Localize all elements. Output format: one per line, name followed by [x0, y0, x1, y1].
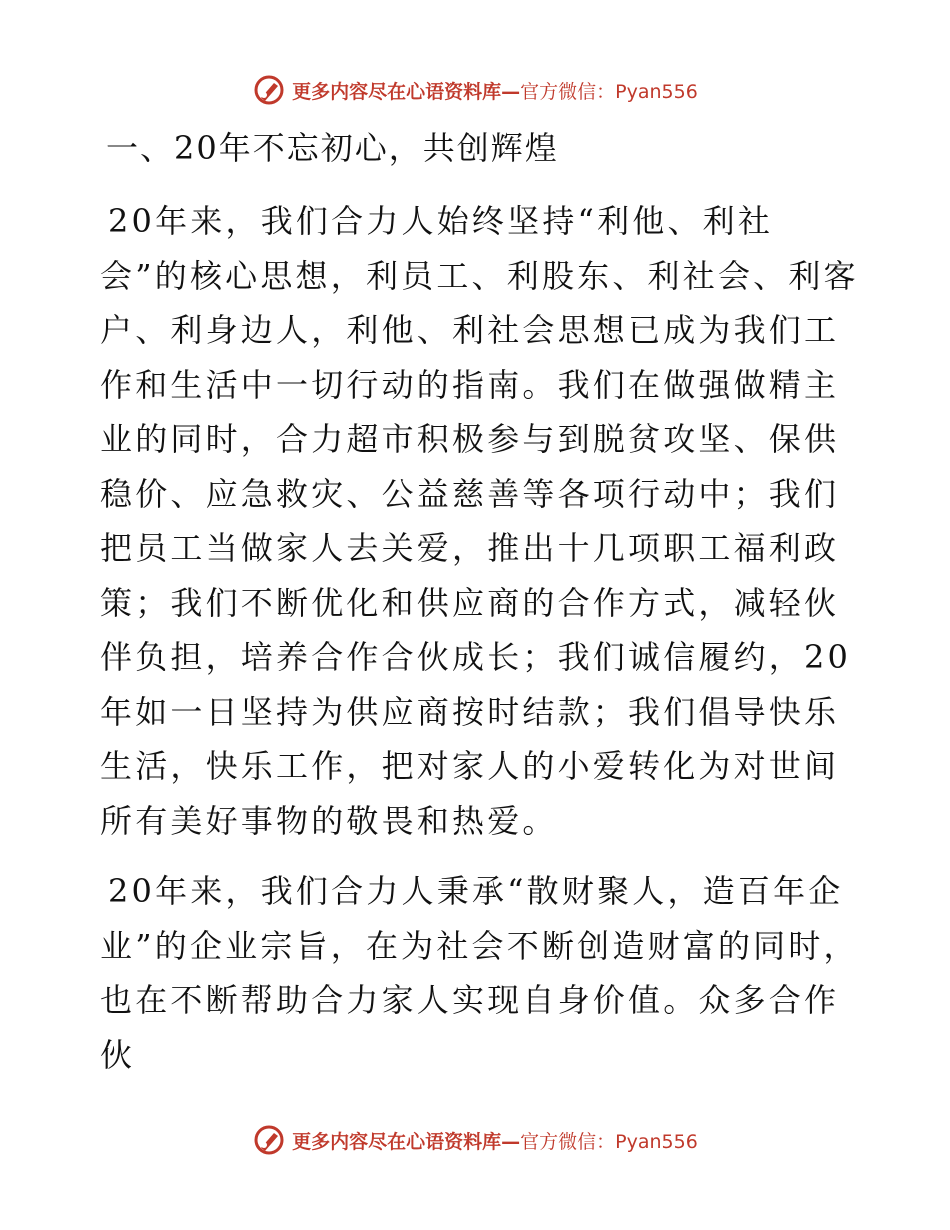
- pen-logo-icon: [252, 1123, 286, 1157]
- watermark-text: 更多内容尽在心语资料库: [292, 80, 502, 103]
- pen-logo-icon: [252, 73, 286, 107]
- paragraph-1: 20年来，我们合力人始终坚持“利他、利社会”的核心思想，利员工、利股东、利社会、利客户、利身边人，利他、利社会思想已成为我们工作和生活中一切行动的指南。我们在做强做精主业的同时，合力超市积极参与到脱贫攻坚、保供稳价、应急救灾、公益慈善等各项行动中；我们把员工当做家人去关爱，推出十几项职工福利政策；我们不断优化和供应商的合作方式，减轻伙伴负担，培养合作合伙成长；我们诚信履约，20年如一日坚持为供应商按时结款；我们倡导快乐生活，快乐工作，把对家人的小爱转化为对世间所有美好事物的敬畏和热爱。: [100, 202, 859, 840]
- watermark-wechat: 官方微信：Pyan556: [520, 80, 698, 103]
- watermark-wechat: 官方微信：Pyan556: [520, 1130, 698, 1153]
- document-body: [100, 120, 860, 1098]
- watermark-text: 更多内容尽在心语资料库: [292, 1130, 502, 1153]
- footer-watermark: [0, 1120, 950, 1160]
- header-watermark: [0, 70, 950, 110]
- paragraph-2: 20年来，我们合力人秉承“散财聚人，造百年企业”的企业宗旨，在为社会不断创造财富的同时，也在不断帮助合力家人实现自身价值。众多合作伙: [100, 872, 859, 1074]
- watermark-separator: —: [501, 1130, 521, 1153]
- section-heading: 一、20年不忘初心，共创辉煌: [106, 129, 559, 167]
- watermark-separator: —: [501, 80, 521, 103]
